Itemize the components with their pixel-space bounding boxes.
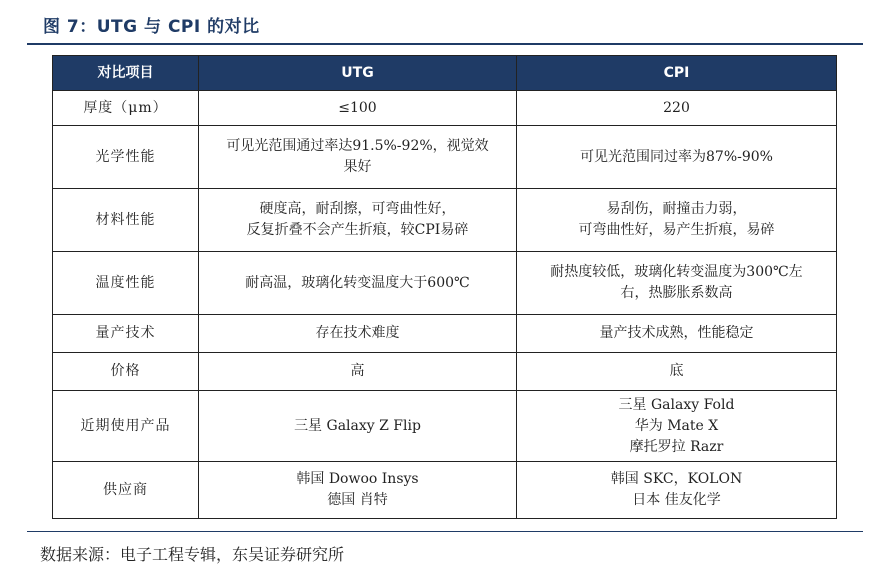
comparison-table: [52, 55, 837, 519]
row-label: 近期使用产品: [53, 391, 199, 462]
figure-title: 图 7：UTG 与 CPI 的对比: [43, 17, 260, 37]
table-row: [53, 91, 837, 126]
table-row: [53, 353, 837, 391]
cell-line: ≤100: [338, 99, 377, 116]
cpi-cell: [517, 391, 837, 462]
cell-line: 三星 Galaxy Z Flip: [294, 417, 421, 434]
top-rule: [27, 43, 863, 45]
cell-line: 华为 Mate X: [634, 417, 719, 434]
table-row: [53, 462, 837, 519]
cpi-cell: [517, 252, 837, 315]
cpi-cell: [517, 315, 837, 353]
cell-line: 可弯曲性好，易产生折痕，易碎: [578, 222, 775, 238]
table-row: [53, 391, 837, 462]
table-row: [53, 126, 837, 189]
cell-line: 右，热膨胀系数高: [620, 285, 733, 301]
utg-cell: [199, 391, 517, 462]
utg-cell: [199, 252, 517, 315]
row-label: 温度性能: [53, 252, 199, 315]
cell-line: 德国 肖特: [327, 492, 388, 508]
cell-line: 可见光范围通过率达91.5%-92%，视觉效: [226, 138, 489, 154]
utg-cell: [199, 126, 517, 189]
cpi-cell: [517, 91, 837, 126]
bottom-rule: [27, 531, 863, 532]
table-row: [53, 315, 837, 353]
cell-line: 耐高温，玻璃化转变温度大于600℃: [245, 274, 470, 291]
utg-cell: [199, 315, 517, 353]
utg-cell: [199, 91, 517, 126]
row-label: 量产技术: [53, 315, 199, 353]
cpi-cell: [517, 189, 837, 252]
row-label: 厚度（μm）: [53, 91, 199, 126]
table-row: [53, 252, 837, 315]
cell-line: 韩国 Dowoo Insys: [296, 471, 419, 487]
cpi-cell: [517, 462, 837, 519]
cell-line: 反复折叠不会产生折痕，较CPI易碎: [246, 222, 469, 238]
header-item: 对比项目: [53, 56, 199, 91]
utg-cell: [199, 462, 517, 519]
cell-line: 耐热度较低，玻璃化转变温度为300℃左: [550, 264, 803, 280]
header-cpi: CPI: [517, 56, 837, 91]
row-label: 价格: [53, 353, 199, 391]
header-row: [53, 56, 837, 91]
cell-line: 高: [350, 363, 365, 379]
cell-line: 存在技术难度: [315, 325, 400, 341]
cell-line: 摩托罗拉 Razr: [629, 438, 724, 455]
cell-line: 韩国 SKC，KOLON: [610, 471, 743, 487]
cell-line: 果好: [343, 159, 372, 175]
cell-line: 可见光范围同过率为87%-90%: [580, 148, 773, 165]
source-note: 数据来源：电子工程专辑，东吴证券研究所: [40, 545, 345, 564]
cell-line: 量产技术成熟，性能稳定: [599, 325, 754, 341]
cell-line: 三星 Galaxy Fold: [618, 396, 735, 413]
cell-line: 硬度高，耐刮擦，可弯曲性好，: [259, 201, 456, 217]
table-row: [53, 189, 837, 252]
row-label: 光学性能: [53, 126, 199, 189]
utg-cell: [199, 353, 517, 391]
row-label: 材料性能: [53, 189, 199, 252]
cell-line: 易刮伤，耐撞击力弱，: [606, 201, 747, 217]
row-label: 供应商: [53, 462, 199, 519]
cell-line: 日本 佳友化学: [632, 492, 721, 508]
utg-cell: [199, 189, 517, 252]
cell-line: 底: [669, 363, 684, 379]
cpi-cell: [517, 353, 837, 391]
cpi-cell: [517, 126, 837, 189]
header-utg: UTG: [199, 56, 517, 91]
cell-line: 220: [663, 99, 690, 116]
